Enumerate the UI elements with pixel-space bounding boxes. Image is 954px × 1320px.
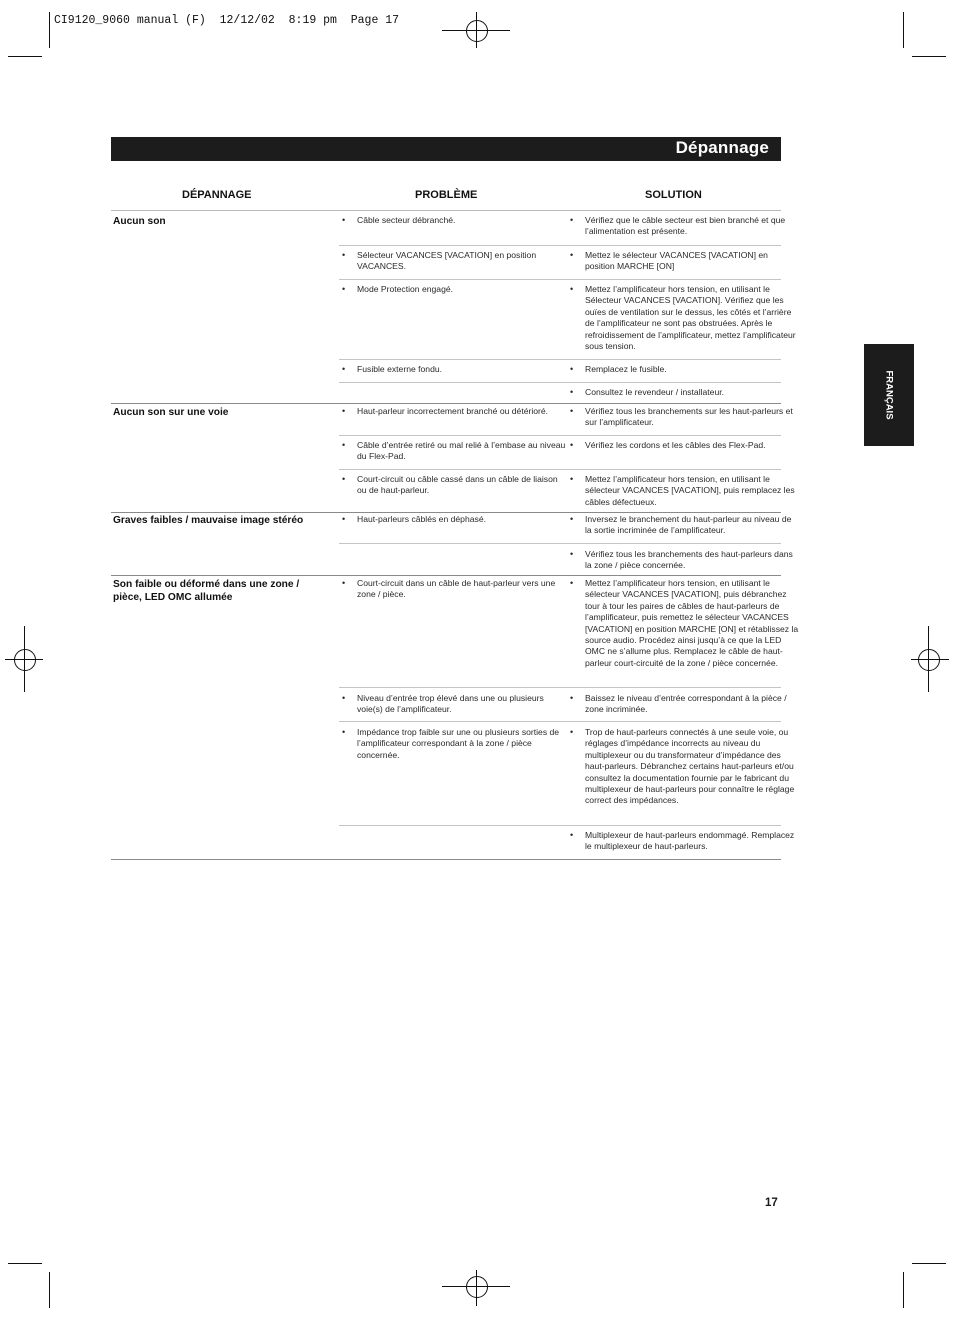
row-divider (339, 687, 781, 688)
solution-cell (567, 727, 799, 807)
solution-cell (567, 284, 799, 352)
solution-text: Baissez le niveau d’entrée correspondant à la pièce / zone incriminée. (585, 693, 787, 715)
problem-cell (339, 514, 569, 525)
bullet-icon: • (570, 474, 574, 484)
group-divider (111, 575, 781, 576)
crop-mark (8, 56, 42, 57)
bullet-icon: • (342, 514, 346, 524)
page-number: 17 (765, 1197, 778, 1209)
column-header-depannage: DÉPANNAGE (182, 189, 252, 201)
table-bottom-rule (111, 859, 781, 860)
problem-text: Fusible externe fondu. (357, 364, 443, 374)
group-label-aucun-son: Aucun son (113, 216, 166, 227)
bullet-icon: • (342, 364, 346, 374)
solution-cell (567, 514, 799, 537)
solution-cell (567, 215, 799, 238)
bullet-icon: • (570, 215, 574, 225)
problem-text: Haut-parleurs câblés en déphasé. (357, 514, 486, 524)
solution-cell (567, 250, 799, 273)
solution-text: Mettez le sélecteur VACANCES [VACATION] en position MARCHE [ON] (585, 250, 768, 272)
language-tab-label: FRANÇAIS (883, 370, 895, 420)
crop-mark (49, 1272, 50, 1308)
problem-cell (339, 364, 569, 375)
problem-text: Câble d’entrée retiré ou mal relié à l’embase au niveau du Flex-Pad. (357, 440, 566, 462)
solution-cell (567, 474, 799, 508)
registration-mark (918, 649, 940, 671)
bullet-icon: • (342, 693, 346, 703)
solution-cell (567, 830, 799, 853)
bullet-icon: • (570, 250, 574, 260)
crop-mark (912, 56, 946, 57)
problem-text: Court-circuit ou câble cassé dans un câble de liaison ou de haut-parleur. (357, 474, 558, 496)
registration-mark (911, 659, 949, 660)
problem-text: Court-circuit dans un câble de haut-parleur vers une zone / pièce. (357, 578, 556, 600)
header-divider (111, 210, 781, 211)
bullet-icon: • (570, 830, 574, 840)
solution-cell (567, 440, 799, 451)
language-tab (864, 344, 914, 446)
bullet-icon: • (342, 727, 346, 737)
problem-cell (339, 215, 569, 226)
solution-text: Vérifiez les cordons et les câbles des Flex-Pad. (585, 440, 766, 450)
row-divider (339, 469, 781, 470)
solution-text: Vérifiez que le câble secteur est bien branché et que l’alimentation est présente. (585, 215, 786, 237)
group-divider (111, 403, 781, 404)
bullet-icon: • (570, 406, 574, 416)
solution-text: Vérifiez tous les branchements sur les haut-parleurs et sur l’amplificateur. (585, 406, 793, 428)
registration-mark (466, 1276, 488, 1298)
section-title-bar (111, 137, 781, 161)
problem-text: Mode Protection engagé. (357, 284, 454, 294)
bullet-icon: • (570, 440, 574, 450)
solution-cell (567, 387, 799, 398)
solution-text: Inversez le branchement du haut-parleur au niveau de la sortie incriminée de l’amplificateur. (585, 514, 792, 536)
problem-cell (339, 284, 569, 295)
solution-text: Mettez l’amplificateur hors tension, en utilisant le sélecteur VACANCES [VACATION], puis débranchez tour à tour les paires de câbles de haut-parleurs de l’amplificateur, puis remettez le sélecteur VACANCES [VACATION] en position MARCHE [ON] et rétablissez la source audio. Procédez ainsi jusqu’à ce que la LED OMC ne s’allume plus. Remplacez le câble de haut-parleur court-circuité de la zone / pièce concernée. (585, 578, 799, 668)
crop-mark (912, 1263, 946, 1264)
problem-text: Haut-parleur incorrectement branché ou détérioré. (357, 406, 549, 416)
bullet-icon: • (570, 284, 574, 294)
registration-mark (928, 626, 929, 692)
bullet-icon: • (342, 406, 346, 416)
registration-mark (24, 626, 25, 692)
solution-cell (567, 578, 799, 669)
problem-cell (339, 693, 569, 716)
row-divider (339, 359, 781, 360)
solution-text: Mettez l’amplificateur hors tension, en utilisant le sélecteur VACANCES [VACATION], puis remplacez les câbles défectueux. (585, 474, 795, 507)
row-divider (339, 382, 781, 383)
problem-cell (339, 578, 569, 601)
bullet-icon: • (570, 514, 574, 524)
group-label-son-faible: Son faible ou déformé dans une zone / pièce, LED OMC allumée (113, 579, 300, 603)
row-divider (339, 543, 781, 544)
solution-text: Remplacez le fusible. (585, 364, 667, 374)
row-divider (339, 721, 781, 722)
bullet-icon: • (342, 215, 346, 225)
solution-text: Consultez le revendeur / installateur. (585, 387, 725, 397)
row-divider (339, 245, 781, 246)
solution-text: Mettez l’amplificateur hors tension, en utilisant le Sélecteur VACANCES [VACATION]. Vérifiez que les ouïes de ventilation sur le dessus, les côtés et l’arrière de l’amplificateur ne sont pas obstruées. Après le refroidissement de l’amplificateur, mettez l’amplificateur sous tension. (585, 284, 796, 352)
solution-cell (567, 406, 799, 429)
registration-mark (14, 649, 36, 671)
column-header-probleme: PROBLÈME (415, 189, 478, 201)
bullet-icon: • (570, 693, 574, 703)
printer-slug: CI9120_9060 manual (F) 12/12/02 8:19 pm Page 17 (54, 14, 400, 27)
solution-cell (567, 693, 799, 716)
registration-mark (476, 1270, 477, 1306)
group-label-graves-faibles: Graves faibles / mauvaise image stéréo (113, 515, 304, 526)
registration-mark (476, 12, 477, 48)
bullet-icon: • (342, 250, 346, 260)
solution-cell (567, 364, 799, 375)
bullet-icon: • (570, 387, 574, 397)
bullet-icon: • (342, 440, 346, 450)
solution-text: Trop de haut-parleurs connectés à une seule voie, ou réglages d’impédance incorrects au niveau du multiplexeur ou du transformateur d’impédance des haut-parleurs. Débranchez certains haut-parleurs et/ou consultez la documentation fournie par le fabricant du multiplexeur de haut-parleurs pour connaître le réglage correct des impédances. (585, 727, 795, 806)
row-divider (339, 435, 781, 436)
problem-cell (339, 440, 569, 463)
solution-text: Vérifiez tous les branchements des haut-parleurs dans la zone / pièce concernée. (585, 549, 793, 571)
row-divider (339, 825, 781, 826)
group-divider (111, 512, 781, 513)
problem-text: Impédance trop faible sur une ou plusieurs sorties de l’amplificateur correspondant à la zone / pièce concernée. (357, 727, 560, 760)
solution-cell (567, 549, 799, 572)
problem-cell (339, 727, 569, 761)
crop-mark (903, 12, 904, 48)
crop-mark (8, 1263, 42, 1264)
bullet-icon: • (570, 549, 574, 559)
bullet-icon: • (570, 364, 574, 374)
bullet-icon: • (342, 578, 346, 588)
crop-mark (49, 12, 50, 48)
solution-text: Multiplexeur de haut-parleurs endommagé. Remplacez le multiplexeur de haut-parleurs. (585, 830, 795, 852)
problem-text: Câble secteur débranché. (357, 215, 456, 225)
crop-mark (903, 1272, 904, 1308)
bullet-icon: • (342, 284, 346, 294)
group-label-aucun-son-voie: Aucun son sur une voie (113, 407, 229, 418)
bullet-icon: • (342, 474, 346, 484)
bullet-icon: • (570, 578, 574, 588)
problem-text: Niveau d’entrée trop élevé dans une ou plusieurs voie(s) de l’amplificateur. (357, 693, 544, 715)
column-header-solution: SOLUTION (645, 189, 702, 201)
registration-mark (466, 20, 488, 42)
bullet-icon: • (570, 727, 574, 737)
page-title: Dépannage (675, 138, 769, 157)
row-divider (339, 279, 781, 280)
problem-cell (339, 250, 569, 273)
problem-text: Sélecteur VACANCES [VACATION] en position VACANCES. (357, 250, 537, 272)
problem-cell (339, 474, 569, 497)
problem-cell (339, 406, 569, 417)
